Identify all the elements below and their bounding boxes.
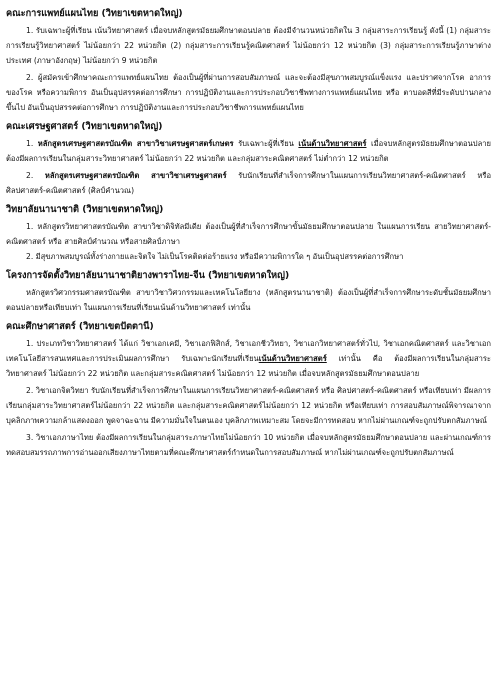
program-name: หลักสูตรเศรษฐศาสตรบัณฑิต สาขาวิชาเศรษฐศาสตร์เกษตร [37, 139, 234, 148]
list-item [6, 219, 491, 249]
item-number: 2. [26, 171, 34, 180]
section-title-education: คณะศึกษาศาสตร์ (วิทยาเขตปัตตานี) [6, 321, 154, 332]
item-number: 3. [26, 433, 34, 442]
item-text: เมื่อจบหลักสูตรมัธยมศึกษาตอนปลาย ต้องมีผลการเรียนในกลุ่มสาระวิทยาศาสตร์ ไม่น้อยกว่า 22 หน่วยกิต และกลุ่มสาระคณิตศาสตร์ ไม่ต่ำกว่า 12 หน่วยกิต [6, 139, 491, 163]
program-name: หลักสูตรเศรษฐศาสตรบัณฑิต สาขาวิชาเศรษฐศาสตร์ [44, 171, 227, 180]
list-item [6, 336, 491, 381]
list-item [6, 168, 491, 198]
emphasis-text: เน้นด้านวิทยาศาสตร์ [258, 354, 327, 363]
item-number: 1. [26, 26, 34, 35]
item-text: เท่านั้น คือ ต้องมีผลการเรียนในกลุ่มสาระวิทยาศาสตร์ ไม่น้อยกว่า 22 หน่วยกิต และกลุ่มสาระคณิตศาสตร์ ไม่น้อยกว่า 12 หน่วยกิต เมื่อจบหลักสูตรมัธยมศึกษาตอนปลาย [6, 354, 492, 378]
item-number: 2. [26, 73, 34, 82]
item-text: วิชาเอกจิตวิทยา รับนักเรียนที่สำเร็จการศึกษาในแผนการเรียนวิทยาศาสตร์-คณิตศาสตร์ หรือ ศิลปศาสตร์-คณิตศาสตร์ หรือเทียบเท่า มีผลการเรียนกลุ่มสาระวิทยาศาสตร์ไม่น้อยกว่า 22 หน่วยกิต และกลุ่มสาระคณิตศาสตร์ไม่น้อยกว่า 12 หน่วยกิต หรือเทียบเท่า การสอบสัมภาษณ์พิจารณาจากบุคลิกภาพความกล้าแสดงออก พูดจาฉะฉาน มีความมั่นใจในตนเอง บุคลิกภาพเหมาะสม โดยจะมีการทดสอบ หากไม่ผ่านเกณฑ์จะถูกปรับตกสัมภาษณ์ [6, 386, 491, 425]
section-title-thai-traditional-medicine: คณะการแพทย์แผนไทย (วิทยาเขตหาดใหญ่) [6, 8, 183, 19]
item-text: มีสุขภาพสมบูรณ์ทั้งร่างกายและจิตใจ ไม่เป็นโรคติดต่อร้ายแรง หรือมีความพิการใด ๆ อันเป็นอุปสรรคต่อการศึกษา [35, 252, 404, 261]
section-title-rubber-college: โครงการจัดตั้งวิทยาลัยนานาชาติยางพาราไทย-จีน (วิทยาเขตหาดใหญ่) [6, 270, 290, 281]
section-paragraph: หลักสูตรวิศวกรรมศาสตรบัณฑิต สาขาวิชาวิศวกรรมและเทคโนโลยียาง (หลักสูตรนานาชาติ) ต้องเป็นผู้ที่สำเร็จการศึกษาระดับชั้นมัธยมศึกษาตอนปลายหรือเทียบเท่า ในแผนการเรียนที่เรียนเน้นด้านวิทยาศาสตร์ เท่านั้น [6, 288, 491, 312]
item-number: 1. [26, 222, 34, 231]
item-text: วิชาเอกภาษาไทย ต้องมีผลการเรียนในกลุ่มสาระภาษาไทยไม่น้อยกว่า 10 หน่วยกิต เมื่อจบหลักสูตรมัธยมศึกษาตอนปลาย และผ่านเกณฑ์การทดสอบสมรรถภาพการอ่านออกเสียงภาษาไทยตามที่คณะศึกษาศาสตร์กำหนดในการสอบสัมภาษณ์ หากไม่ผ่านเกณฑ์จะถูกปรับตกสัมภาษณ์ [6, 433, 491, 457]
item-text: ผู้สมัครเข้าศึกษาคณะการแพทย์แผนไทย ต้องเป็นผู้ที่ผ่านการสอบสัมภาษณ์ และจะต้องมีสุขภาพสมบูรณ์แข็งแรง และปราศจากโรค อาการของโรค หรือความพิการ อันเป็นอุปสรรคต่อการศึกษา การปฏิบัติงานและการประกอบวิชาชีพทางการแพทย์แผนไทย หรือ ตาบอดสีที่มีระดับปานกลางขึ้นไป อันเป็นอุปสรรคต่อการศึกษา การปฏิบัติงานและการประกอบวิชาชีพการแพทย์แผนไทย [6, 73, 491, 112]
list-item [6, 70, 491, 115]
item-number: 1. [26, 139, 34, 148]
list-item [6, 136, 491, 166]
item-text: รับนักเรียนที่สำเร็จการศึกษาในแผนการเรียนวิทยาศาสตร์-คณิตศาสตร์ หรือศิลปศาสตร์-คณิตศาสตร์ (ศิลป์คำนวณ) [6, 171, 492, 195]
item-number: 2. [26, 252, 34, 261]
item-text: รับเฉพาะผู้ที่เรียน [233, 139, 299, 148]
section-title-international-college: วิทยาลัยนานาชาติ (วิทยาเขตหาดใหญ่) [6, 204, 164, 215]
section-title-economics: คณะเศรษฐศาสตร์ (วิทยาเขตหาดใหญ่) [6, 121, 163, 132]
item-text: ประเภทวิชาวิทยาศาสตร์ ได้แก่ วิชาเอกเคมี, วิชาเอกฟิสิกส์, วิชาเอกชีววิทยา, วิชาเอกวิทยาศาสตร์ทั่วไป, วิชาเอกคณิตศาสตร์ และวิชาเอกเทคโนโลยีสารสนเทศและการประเมินผลการศึกษา รับเฉพาะนักเรียนที่เรียน [6, 339, 491, 363]
list-item [6, 430, 491, 460]
list-item [6, 249, 491, 264]
item-number: 1. [26, 339, 34, 348]
list-item [6, 23, 491, 68]
item-text: รับเฉพาะผู้ที่เรียน เน้นวิทยาศาสตร์ เมื่อจบหลักสูตรมัธยมศึกษาตอนปลาย ต้องมีจำนวนหน่วยกิตใน 3 กลุ่มสาระการเรียนรู้ ดังนี้ (1) กลุ่มสาระการเรียนรู้วิทยาศาสตร์ ไม่น้อยกว่า 22 หน่วยกิต (2) กลุ่มสาระการเรียนรู้คณิตศาสตร์ ไม่น้อยกว่า 12 หน่วยกิต (3) กลุ่มสาระการเรียนรู้ภาษาต่างประเทศ (ภาษาอังกฤษ) ไม่น้อยกว่า 9 หน่วยกิต [6, 26, 491, 65]
list-item [6, 383, 491, 428]
item-text: หลักสูตรวิทยาศาสตรบัณฑิต สาขาวิชาดิจิทัลมีเดีย ต้องเป็นผู้ที่สำเร็จการศึกษาขั้นมัธยมศึกษาตอนปลาย ในแผนการเรียน สายวิทยาศาสตร์-คณิตศาสตร์ หรือ สายศิลป์คำนวณ หรือสายศิลป์ภาษา [6, 222, 491, 246]
emphasis-text: เน้นด้านวิทยาศาสตร์ [298, 139, 367, 148]
item-number: 2. [26, 386, 34, 395]
